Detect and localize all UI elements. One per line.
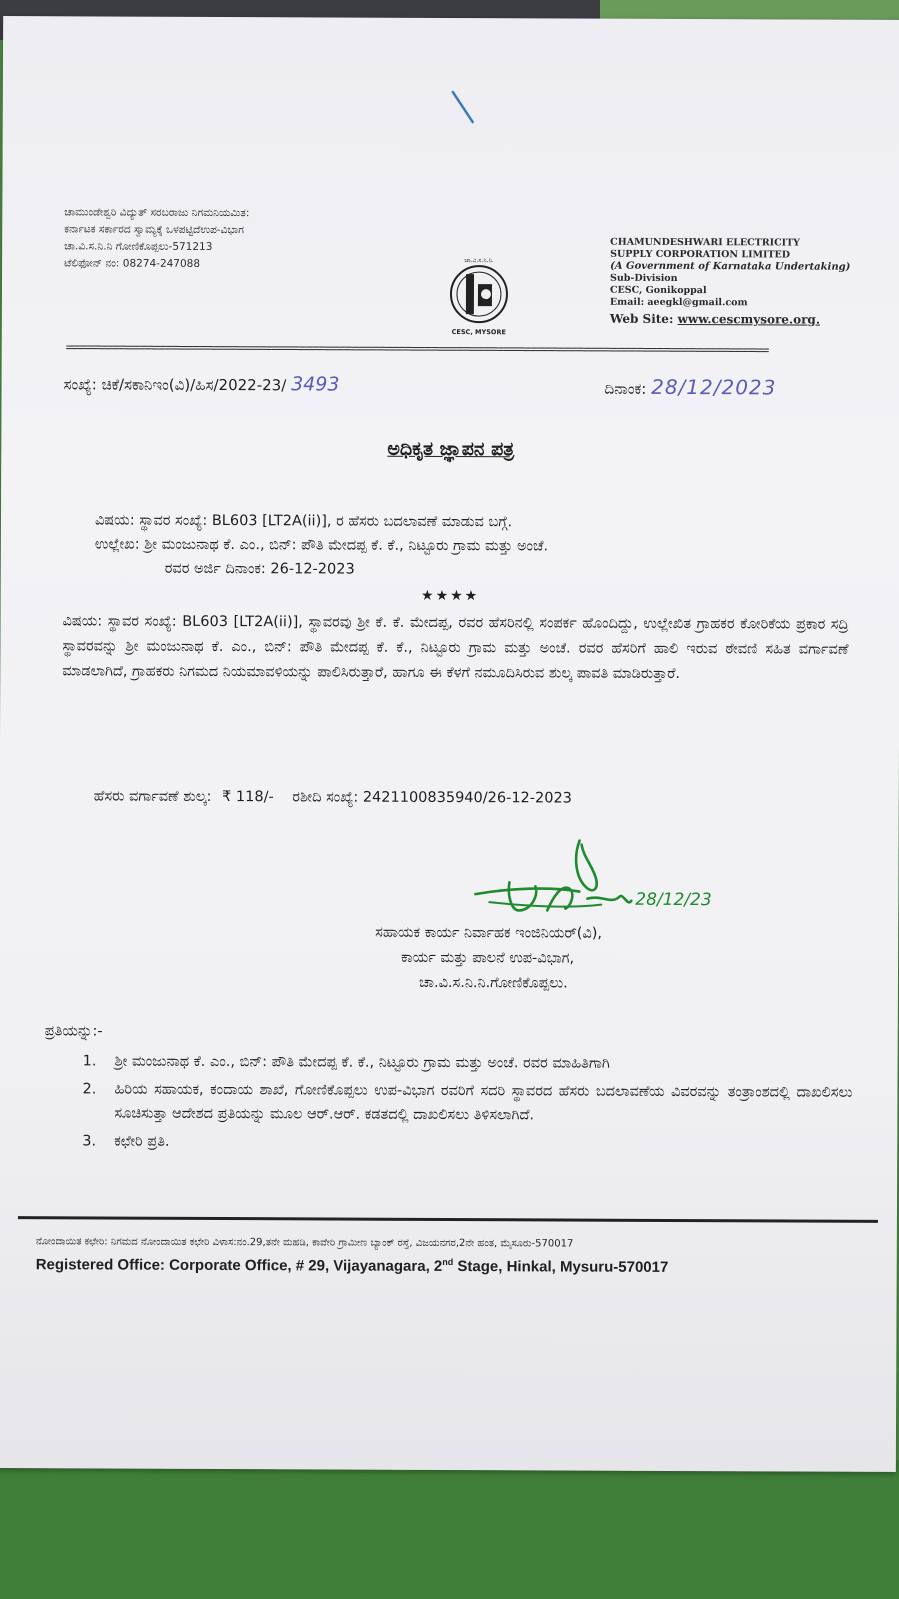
background-green-surface (0, 1460, 899, 1599)
cesc-logo (442, 250, 516, 340)
footer-address-sup: nd (442, 1256, 454, 1268)
letterhead-kannada (64, 204, 249, 273)
title-text: ಅಧಿಕೃತ ಜ್ಞಾಪನ ಪತ್ರ (387, 437, 515, 461)
footer-kannada-address: ನೋಂದಾಯಿತ ಕಛೇರಿ: ನಿಗಮದ ನೋಂದಾಯಿತ ಕಛೇರಿ ವಿಳಾಸ:ನಂ.29,ತನೇ ಮಹಡಿ, ಕಾವೇರಿ ಗ್ರಾಮೀಣ ಬ್ಯಾಂಕ್ ರಸ್ತೆ, ವಿಜಯನಗರ,2ನೇ ಹಂತ, ಮೈಸೂರು-570017 (35, 1236, 574, 1250)
subject-line: ವಿಷಯ: ಸ್ಥಾವರ ಸಂಖ್ಯೆ: BL603 [LT2A(ii)], ರ ಹೆಸರು ಬದಲಾವಣೆ ಮಾಡುವ ಬಗ್ಗೆ. (94, 512, 513, 531)
office-place: CESC, Gonikoppal (609, 284, 707, 297)
signatory-office: ಚಾ.ವಿ.ಸ.ನಿ.ನಿ.ಗೋಣಿಕೊಪ್ಪಲು. (418, 974, 568, 992)
fee-label: ಹೆಸರು ವರ್ಗಾವಣೆ ಶುಲ್ಕ: (93, 788, 212, 805)
signature-icon (469, 836, 719, 933)
fee-amount: ₹ 118/- (222, 789, 274, 806)
company-name-line: CHAMUNDESHWARI ELECTRICITY (610, 236, 800, 249)
copy-heading: ಪ್ರತಿಯನ್ನು:- (44, 1023, 103, 1040)
list-item-text: ಹಿರಿಯ ಸಹಾಯಕ, ಕಂದಾಯ ಶಾಖೆ, ಗೋಣಿಕೊಪ್ಪಲು ಉಪ-ವಿಭಾಗ ರವರಿಗೆ ಸದರಿ ಸ್ಥಾವರದ ಹೆಸರು ಬದಲಾವಣೆಯ ವಿವರವನ್ನು ತಂತ್ರಾಂಶದಲ್ಲಿ ದಾಖಲಿಸಲು ಸೂಚಿಸುತ್ತಾ ಆದೇಶದ ಪ್ರತಿಯನ್ನು ಮೂಲ ಆರ್.ಆರ್. ಕಡತದಲ್ಲಿ ದಾಖಲಿಸಲು ತಿಳಿಸಲಾಗಿದೆ. (114, 1081, 853, 1124)
signature-date: 28/12/23 (635, 889, 712, 911)
list-item (82, 1129, 852, 1156)
footer-registered-office (36, 1255, 669, 1276)
document-sheet (0, 16, 899, 1472)
letterhead-kn-line: ಚಾಮುಂಡೇಶ್ವರಿ ವಿದ್ಯುತ್ ಸರಬರಾಜು ನಿಗಮನಿಯಮಿತ: (64, 206, 250, 220)
reference-number (64, 372, 340, 395)
website-line (610, 313, 850, 326)
list-item-number: 3. (82, 1133, 97, 1150)
page-title (1, 436, 899, 462)
website-label: Web Site: (609, 311, 674, 326)
letterhead-kn-line: ಚಾ.ವಿ.ಸ.ನಿ.ನಿ ಗೋಣಿಕೊಪ್ಪಲು-571213 (64, 240, 213, 253)
list-item (83, 1049, 853, 1076)
list-item-number: 1. (82, 1053, 97, 1070)
list-item (82, 1077, 852, 1128)
govt-undertaking: (A Government of Karnataka Undertaking) (610, 260, 851, 273)
letterhead-kn-line: ಕರ್ನಾಟಕ ಸರ್ಕಾರದ ಸ್ವಾಮ್ಯಕ್ಕೆ ಒಳಪಟ್ಟಿದೆಉಪ-ವಿಭಾಗ (64, 223, 244, 237)
fee-line (94, 788, 572, 806)
handwritten-date: 28/12/2023 (651, 374, 777, 400)
application-date-line: ರವರ ಅರ್ಜಿ ದಿನಾಂಕ: 26-12-2023 (164, 560, 355, 578)
handwritten-reference-no: 3493 (291, 373, 340, 396)
svg-text:CESC, MYSORE: CESC, MYSORE (451, 328, 506, 337)
copy-list (82, 1049, 852, 1160)
subdivision-label: Sub-Division (610, 272, 678, 284)
signatory-section: ಕಾರ್ಯ ಮತ್ತು ಪಾಲನೆ ಉಪ-ವಿಭಾಗ, (401, 949, 575, 967)
list-item-text: ಶ್ರೀ ಮಂಜುನಾಥ ಕೆ. ಎಂ., ಬಿನ್: ಪೌತಿ ಮೇದಪ್ಪ ಕೆ. ಕೆ., ನಿಟ್ಟೂರು ಗ್ರಾಮ ಮತ್ತು ಅಂಚೆ. ರವರ ಮಾಹಿತಿಗಾಗಿ (114, 1053, 610, 1072)
footer-address-part: Registered Office: Corporate Office, # 29, Vijayanagara, 2 (35, 1256, 443, 1275)
separator-stars: ★★★★ (421, 587, 480, 605)
double-rule-divider: ========================================================================================================== (65, 340, 769, 359)
document-date (605, 375, 777, 400)
email-line: Email: aeegkl@gmail.com (609, 296, 748, 309)
receipt-number: ರಶೀದಿ ಸಂಖ್ಯೆ: 2421100835940/26-12-2023 (292, 789, 572, 807)
list-item-text: ಕಛೇರಿ ಪ್ರತಿ. (114, 1133, 170, 1150)
pen-mark (449, 88, 479, 128)
company-name-line: SUPPLY CORPORATION LIMITED (610, 248, 791, 261)
letterhead-english (610, 237, 851, 326)
date-label: ದಿನಾಂಕ: (604, 379, 647, 398)
reference-line: ಉಲ್ಲೇಖ: ಶ್ರೀ ಮಂಜುನಾಥ ಕೆ. ಎಂ., ಬಿನ್: ಪೌತಿ ಮೇದಪ್ಪ ಕೆ. ಕೆ., ನಿಟ್ಟೂರು ಗ್ರಾಮ ಮತ್ತು ಅಂಚೆ. (94, 536, 549, 555)
list-item-number: 2. (82, 1081, 97, 1098)
svg-text:ಚಾ.ವಿ.ಸ.ನಿ.ನಿ.: ಚಾ.ವಿ.ಸ.ನಿ.ನಿ. (464, 257, 494, 265)
signatory-designation: ಸಹಾಯಕ ಕಾರ್ಯ ನಿರ್ವಾಹಕ ಇಂಜಿನಿಯರ್(ವಿ), (375, 924, 603, 942)
reference-label: ಸಂಖ್ಯೆ: ಚಿಕೆ/ಸಕಾನಿಇಂ(ವಿ)/ಹಿಸ/2022-23/ (63, 375, 287, 395)
signatory-block (375, 921, 602, 997)
letterhead-kn-line: ಟೆಲಿಫೋನ್ ನಂ: 08274-247088 (64, 257, 201, 270)
body-paragraph: ವಿಷಯ: ಸ್ಥಾವರ ಸಂಖ್ಯೆ: BL603 [LT2A(ii)], ಸ್ಥಾವರವು ಶ್ರೀ ಕೆ. ಕೆ. ಮೇದಪ್ಪ, ರವರ ಹೆಸರಿನಲ್ಲಿ ಸಂಪರ್ಕ ಹೊಂದಿದ್ದು, ಉಲ್ಲೇಖಿತ ಗ್ರಾಹಕರ ಕೋರಿಕೆಯ ಪ್ರಕಾರ ಸದ್ರಿ ಸ್ಥಾವರವನ್ನು ಶ್ರೀ ಮಂಜುನಾಥ ಕೆ. ಎಂ., ಬಿನ್: ಪೌತಿ ಮೇದಪ್ಪ ಕೆ. ಕೆ., ನಿಟ್ಟೂರು ಗ್ರಾಮ ಮತ್ತು ಅಂಚೆ. ರವರ ಹೆಸರಿಗೆ ಹಾಲಿ ಇರುವ ಠೇವಣಿ ಸಹಿತ ವರ್ಗಾವಣೆ ಮಾಡಲಾಗಿದೆ, ಗ್ರಾಹಕರು ನಿಗಮದ ನಿಯಮಾವಳಿಯನ್ನು ಪಾಲಿಸಿರುತ್ತಾರೆ, ಹಾಗೂ ಈ ಕೆಳಗೆ ನಮೂದಿಸಿರುವ ಶುಲ್ಕ ಪಾವತಿ ಮಾಡಿರುತ್ತಾರೆ. (62, 613, 849, 683)
footer-address-part: Stage, Hinkal, Mysuru-570017 (453, 1258, 669, 1276)
website-url: www.cescmysore.org. (677, 311, 821, 327)
footer-divider (18, 1216, 878, 1223)
subject-block (95, 508, 549, 582)
